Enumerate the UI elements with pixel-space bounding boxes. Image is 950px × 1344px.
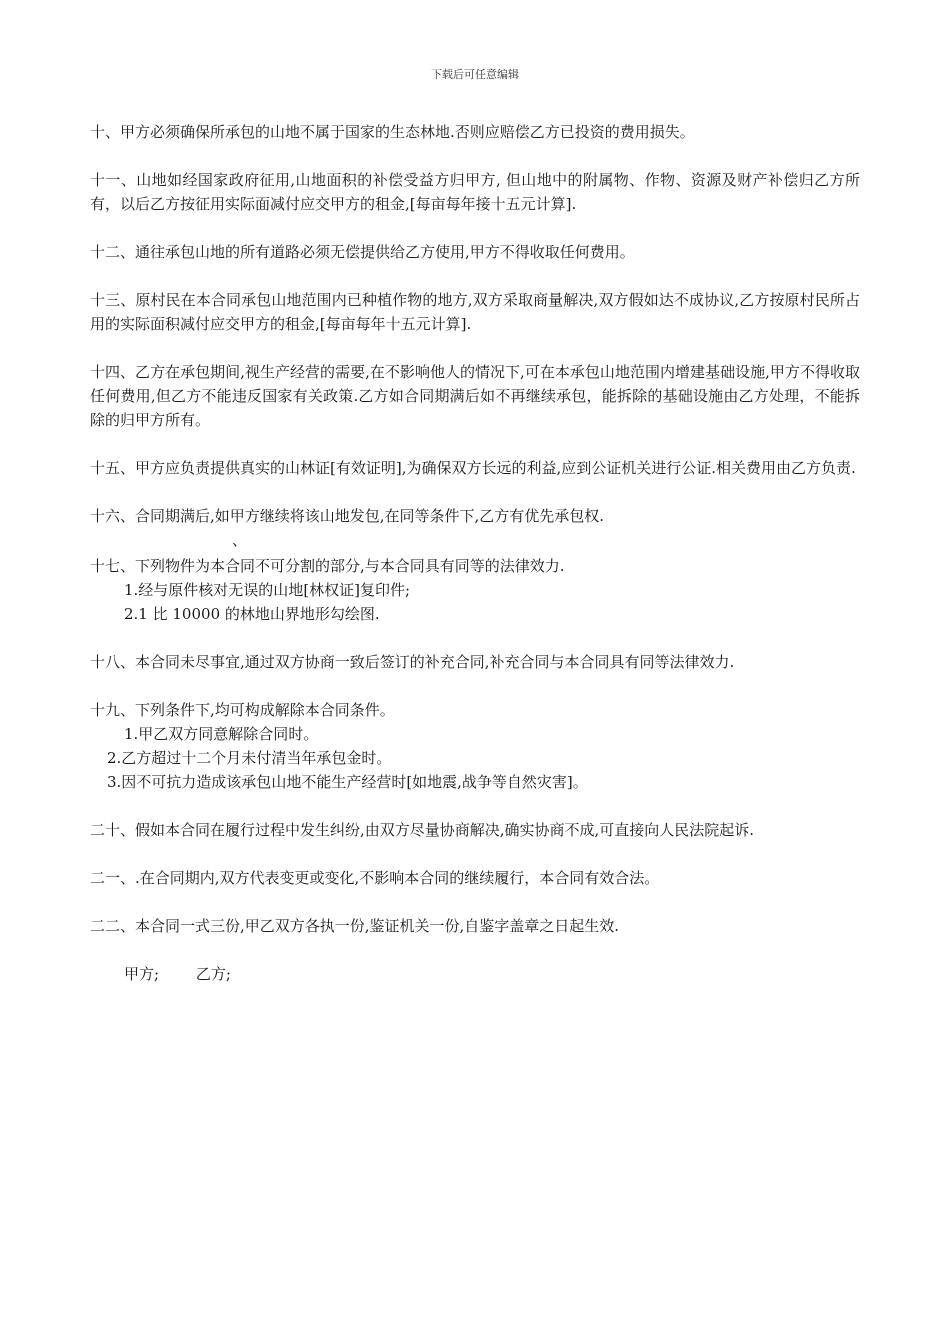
party-b-label: 乙方; [195, 965, 231, 983]
clause-11: 十一、山地如经国家政府征用,山地面积的补偿受益方归甲方, 但山地中的附属物、作物、资源及财产补偿归乙方所有，以后乙方按征用实际面减付应交甲方的租金,[每亩每年接十五元计算]. [90, 171, 860, 213]
clause-21: 二一、.在合同期内,双方代表变更或变化,不影响本合同的继续履行，本合同有效合法。 [90, 869, 660, 887]
clause-16: 十六、合同期满后,如甲方继续将该山地发包,在同等条件下,乙方有优先承包权. [90, 507, 605, 525]
party-a-label: 甲方; [124, 965, 160, 983]
clause-12: 十二、通往承包山地的所有道路必须无偿提供给乙方使用,甲方不得收取任何费用。 [90, 243, 635, 261]
clause-18: 十八、本合同未尽事宜,通过双方协商一致后签订的补充合同,补充合同与本合同具有同等法律效力. [90, 653, 735, 671]
clause-19-item-1: 1.甲乙双方同意解除合同时。 [124, 725, 319, 743]
clause-20: 二十、假如本合同在履行过程中发生纠纷,由双方尽量协商解决,确实协商不成,可直接向人民法院起诉. [90, 821, 755, 839]
clause-13: 十三、原村民在本合同承包山地范围内已种植作物的地方,双方采取商量解决,双方假如达不成协议,乙方按原村民所占用的实际面积减付应交甲方的租金,[每亩每年十五元计算]. [90, 291, 860, 333]
signature-line [90, 962, 860, 986]
stray-mark: 、 [232, 531, 248, 549]
clause-17-item-2: 2.1 比 10000 的林地山界地形勾绘图. [124, 605, 380, 623]
clause-19: 十九、下列条件下,均可构成解除本合同条件。 1.甲乙双方同意解除合同时。 2.乙方超过十二个月未付清当年承包金时。 3.因不可抗力造成该承包山地不能生产经营时[如地震,战争等自然灾害]。 [90, 698, 860, 794]
clause-10: 十、甲方必须确保所承包的山地不属于国家的生态林地.否则应赔偿乙方已投资的费用损失。 [90, 123, 695, 141]
contract-body [90, 120, 860, 986]
clause-19-item-2: 2.乙方超过十二个月未付清当年承包金时。 [107, 749, 392, 767]
clause-15: 十五、甲方应负责提供真实的山林证[有效证明],为确保双方长远的利益,应到公证机关进行公证.相关费用由乙方负责. [90, 459, 856, 477]
clause-17: 十七、下列物件为本合同不可分割的部分,与本合同具有同等的法律效力. 1.经与原件核对无误的山地[林权证]复印件; 2.1 比 10000 的林地山界地形勾绘图. [90, 554, 860, 626]
clause-19-item-3: 3.因不可抗力造成该承包山地不能生产经营时[如地震,战争等自然灾害]。 [107, 773, 588, 791]
clause-17-item-1: 1.经与原件核对无误的山地[林权证]复印件; [124, 581, 411, 599]
page-header: 下载后可任意编辑 [431, 68, 519, 81]
clause-22: 二二、本合同一式三份,甲乙双方各执一份,鉴证机关一份,自鉴字盖章之日起生效. [90, 917, 620, 935]
clause-14: 十四、乙方在承包期间,视生产经营的需要,在不影响他人的情况下,可在本承包山地范围内增建基础设施,甲方不得收取任何费用,但乙方不能违反国家有关政策.乙方如合同期满后如不再继续承包，能拆除的基础设施由乙方处理，不能拆除的归甲方所有。 [90, 363, 860, 429]
